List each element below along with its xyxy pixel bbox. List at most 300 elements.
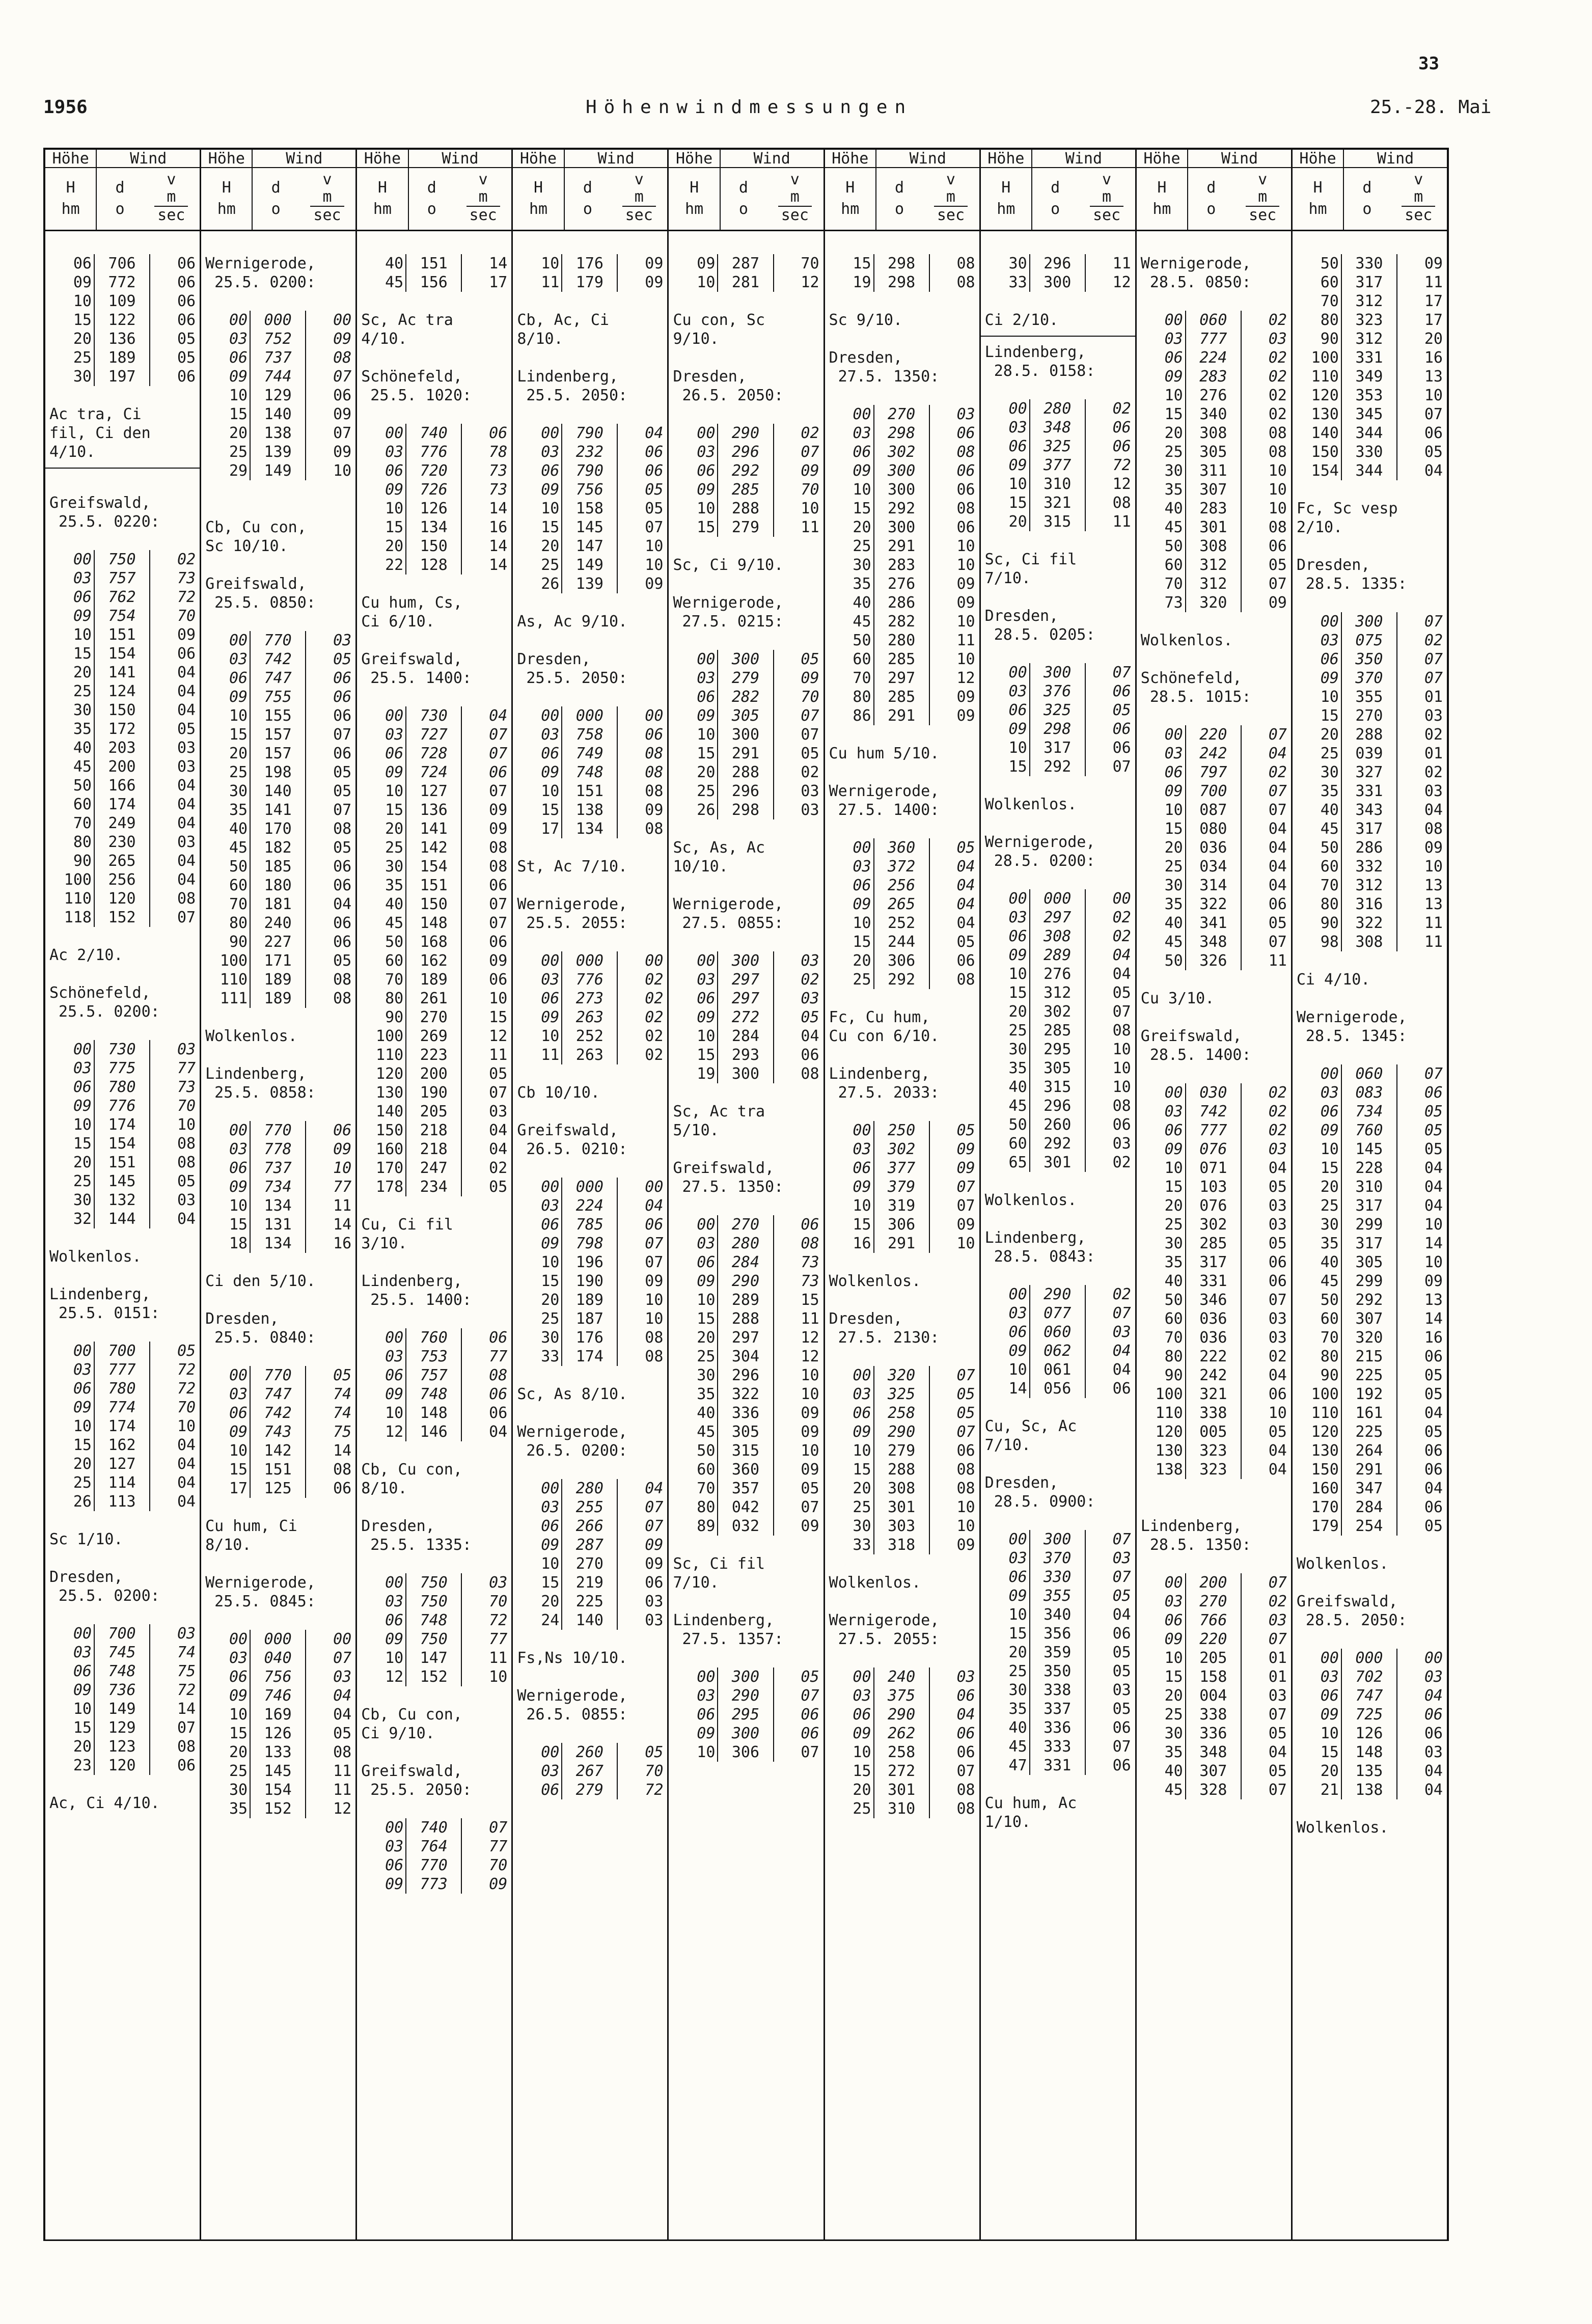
table-row <box>669 1234 823 1253</box>
spacer <box>669 933 823 951</box>
station-text: Dresden, <box>49 1568 123 1586</box>
spacer <box>513 348 667 367</box>
spacer <box>825 386 979 405</box>
height-cell: 06 <box>45 1379 95 1398</box>
station-text: Fc, Cu hum, <box>829 1008 930 1026</box>
direction-cell: 203 <box>95 739 150 757</box>
station-text: Greifswald, <box>361 1762 462 1780</box>
speed-cell: 17 <box>1424 292 1443 310</box>
station-text: Greifswald, <box>1140 1027 1242 1045</box>
direction-cell: 151 <box>562 782 618 801</box>
table-row <box>981 1360 1135 1379</box>
height-cell: 15 <box>513 1573 562 1592</box>
speed-cell: 06 <box>1112 1625 1131 1643</box>
height-cell: 50 <box>825 631 874 650</box>
m-label: m <box>478 188 488 206</box>
height-cell: 70 <box>201 895 251 914</box>
direction-cell: 000 <box>251 311 306 330</box>
station-text: 25.5. 0151: <box>49 1304 160 1322</box>
height-cell: 20 <box>1137 1686 1186 1705</box>
speed-cell: 02 <box>1112 927 1131 945</box>
station-text: 28.5. 2050: <box>1296 1611 1407 1629</box>
station-text: Ac tra, Ci <box>49 405 142 423</box>
wind-label: Wind <box>286 150 323 168</box>
height-cell: 10 <box>201 1196 251 1215</box>
spacer <box>981 776 1135 795</box>
direction-cell: 296 <box>1030 1097 1086 1115</box>
speed-cell: 09 <box>801 1423 819 1441</box>
table-column <box>513 150 669 2239</box>
station-text: Dresden, <box>673 368 747 386</box>
speed-cell: 77 <box>333 1178 352 1196</box>
speed-cell: 06 <box>489 763 508 781</box>
direction-cell: 303 <box>874 1517 930 1536</box>
direction-cell: 305 <box>718 1423 774 1441</box>
table-row <box>357 461 511 480</box>
table-row <box>1293 801 1447 819</box>
height-cell: 09 <box>981 720 1030 739</box>
speed-cell: 01 <box>1424 745 1443 762</box>
height-cell: 120 <box>1137 1423 1186 1441</box>
table-row <box>1137 876 1291 895</box>
speed-cell: 06 <box>801 1046 819 1064</box>
height-cell: 70 <box>357 970 406 989</box>
speed-cell: 08 <box>177 1135 196 1153</box>
spacer <box>981 292 1135 311</box>
table-row <box>825 1460 979 1479</box>
direction-cell: 263 <box>562 1046 618 1064</box>
height-cell: 50 <box>357 933 406 951</box>
station-text: Wolkenlos. <box>984 796 1077 813</box>
speed-cell: 09 <box>1268 594 1287 612</box>
spacer <box>669 1140 823 1159</box>
table-row <box>45 889 200 908</box>
table-row <box>825 1423 979 1441</box>
height-cell: 03 <box>357 1347 406 1366</box>
direction-cell: 331 <box>1342 348 1397 367</box>
v-label: v <box>634 171 644 188</box>
height-cell: 00 <box>513 951 562 970</box>
table-row <box>513 1573 667 1592</box>
height-cell: 06 <box>45 1078 95 1097</box>
direction-cell: 256 <box>95 870 150 889</box>
speed-cell: 00 <box>645 707 664 725</box>
speed-cell: 03 <box>956 405 975 423</box>
height-cell: 25 <box>825 1799 874 1818</box>
height-cell: 12 <box>357 1423 406 1441</box>
speed-cell: 09 <box>1424 255 1443 272</box>
speed-cell: 04 <box>1424 1687 1443 1705</box>
station-text: Wernigerode, <box>517 1687 628 1705</box>
speed-cell: 14 <box>489 537 508 555</box>
table-row <box>1293 688 1447 706</box>
table-row <box>1293 1064 1447 1083</box>
station-text: Wernigerode, <box>205 255 316 272</box>
table-row <box>1137 763 1291 782</box>
direction-cell: 132 <box>95 1191 150 1210</box>
direction-cell: 749 <box>562 744 618 763</box>
direction-cell: 187 <box>562 1309 618 1328</box>
speed-cell: 07 <box>956 1178 975 1196</box>
height-cell: 03 <box>513 725 562 744</box>
height-cell: 09 <box>201 1178 251 1196</box>
height-cell: 60 <box>825 650 874 669</box>
height-cell: 40 <box>1137 499 1186 518</box>
table-row <box>357 819 511 838</box>
direction-cell: 228 <box>1342 1159 1397 1178</box>
m-label: m <box>1102 188 1112 206</box>
direction-cell: 308 <box>1186 424 1242 443</box>
speed-cell: 04 <box>956 877 975 894</box>
direction-cell: 740 <box>406 1818 462 1837</box>
table-row <box>1137 1196 1291 1215</box>
height-cell: 06 <box>513 461 562 480</box>
direction-cell: 032 <box>718 1517 774 1536</box>
table-row <box>1137 1743 1291 1762</box>
height-cell: 20 <box>825 1479 874 1498</box>
table-row <box>357 1423 511 1441</box>
station-text: Ci 9/10. <box>361 1725 435 1742</box>
column-header <box>669 150 823 231</box>
height-cell: 35 <box>357 876 406 895</box>
table-row <box>513 1178 667 1196</box>
hoehe-label: Höhe <box>45 150 97 167</box>
station-text: 27.5. 2033: <box>829 1084 940 1102</box>
station-text: 25.5. 0200: <box>49 1003 160 1021</box>
speed-cell: 70 <box>489 1856 508 1874</box>
speed-cell: 08 <box>801 1235 819 1252</box>
direction-cell: 290 <box>718 1272 774 1291</box>
direction-cell: 158 <box>562 499 618 518</box>
height-cell: 03 <box>357 725 406 744</box>
height-cell: 00 <box>1293 612 1342 631</box>
speed-cell: 10 <box>956 650 975 668</box>
height-cell: 15 <box>357 518 406 537</box>
table-row <box>201 405 355 424</box>
direction-cell: 736 <box>95 1681 150 1700</box>
speed-cell: 04 <box>177 871 196 889</box>
height-cell: 06 <box>357 461 406 480</box>
height-cell: 45 <box>201 838 251 857</box>
speed-cell: 09 <box>956 575 975 593</box>
direction-cell: 325 <box>1030 437 1086 456</box>
sec-label: sec <box>466 206 500 224</box>
height-cell: 90 <box>357 1008 406 1027</box>
station-text: 25.5. 0200: <box>205 274 316 291</box>
height-cell: 89 <box>669 1517 718 1536</box>
spacer <box>981 1455 1135 1473</box>
speed-cell: 04 <box>956 1706 975 1724</box>
height-cell: 110 <box>1137 1404 1186 1423</box>
station-text: 28.5. 0205: <box>984 626 1095 644</box>
table-row <box>669 1705 823 1724</box>
direction-cell: 288 <box>718 763 774 782</box>
direction-cell: 242 <box>1186 744 1242 763</box>
direction-cell: 359 <box>1030 1643 1086 1662</box>
speed-cell: 04 <box>1424 1197 1443 1215</box>
direction-cell: 284 <box>718 1253 774 1272</box>
speed-cell: 07 <box>645 518 664 536</box>
height-cell: 18 <box>201 1234 251 1253</box>
speed-cell: 06 <box>1424 1461 1443 1479</box>
speed-cell: 07 <box>801 1498 819 1516</box>
spacer <box>669 1592 823 1611</box>
speed-cell: 01 <box>1268 1649 1287 1667</box>
direction-cell: 288 <box>718 499 774 518</box>
speed-cell: 07 <box>1112 1530 1131 1548</box>
speed-cell: 08 <box>1268 518 1287 536</box>
spacer <box>981 1266 1135 1285</box>
speed-cell: 00 <box>645 1178 664 1196</box>
speed-cell: 06 <box>1112 1380 1131 1398</box>
direction-cell: 196 <box>562 1253 618 1272</box>
height-cell: 20 <box>1137 424 1186 443</box>
direction-cell: 151 <box>406 254 462 273</box>
table-row <box>1293 405 1447 424</box>
table-row <box>825 933 979 951</box>
spacer <box>201 612 355 631</box>
speed-cell: 10 <box>645 556 664 574</box>
table-row <box>357 1102 511 1121</box>
direction-cell: 004 <box>1186 1686 1242 1705</box>
speed-cell: 11 <box>1112 255 1131 272</box>
height-cell: 20 <box>513 1291 562 1309</box>
direction-cell: 292 <box>1030 1134 1086 1153</box>
direction-cell: 297 <box>718 970 774 989</box>
speed-cell: 02 <box>645 971 664 989</box>
table-row <box>201 330 355 348</box>
table-row <box>669 461 823 480</box>
direction-cell: 360 <box>874 838 930 857</box>
direction-cell: 301 <box>1186 518 1242 537</box>
speed-cell: 15 <box>801 1291 819 1309</box>
height-cell: 06 <box>45 588 95 607</box>
table-row <box>1137 1347 1291 1366</box>
speed-cell: 09 <box>489 820 508 838</box>
hoehe-label: Höhe <box>201 150 253 167</box>
speed-cell: 01 <box>1268 1668 1287 1686</box>
direction-cell: 310 <box>1342 1178 1397 1196</box>
deg-label: o <box>1362 200 1372 218</box>
height-cell: 160 <box>1293 1479 1342 1498</box>
height-cell: 20 <box>1137 1196 1186 1215</box>
station-text: Greifswald, <box>517 1122 619 1139</box>
station-text: Lindenberg, <box>673 1611 775 1629</box>
table-row <box>45 1681 200 1700</box>
direction-cell: 295 <box>718 1705 774 1724</box>
spacer <box>513 593 667 612</box>
height-cell: 10 <box>669 725 718 744</box>
v-label: v <box>1414 171 1423 188</box>
table-row <box>1137 1592 1291 1611</box>
direction-cell: 776 <box>406 443 462 461</box>
height-cell: 60 <box>669 1460 718 1479</box>
speed-cell: 04 <box>489 707 508 725</box>
speed-cell: 02 <box>1268 763 1287 781</box>
table-row <box>1293 1404 1447 1423</box>
table-row <box>201 1441 355 1460</box>
table-row <box>825 443 979 461</box>
speed-cell: 74 <box>333 1385 352 1403</box>
speed-cell: 05 <box>801 650 819 668</box>
direction-cell: 327 <box>1342 763 1397 782</box>
speed-cell: 10 <box>1268 462 1287 480</box>
height-cell: 09 <box>513 1234 562 1253</box>
height-cell: 98 <box>1293 933 1342 951</box>
height-cell: 09 <box>1293 1705 1342 1724</box>
spacer <box>1293 1573 1447 1592</box>
height-cell: 09 <box>357 1385 406 1404</box>
column-body <box>1293 231 1447 1837</box>
height-cell: 06 <box>357 1611 406 1630</box>
table-row <box>1293 819 1447 838</box>
table-row <box>669 1667 823 1686</box>
height-cell: 10 <box>825 480 874 499</box>
direction-cell: 336 <box>1030 1718 1086 1737</box>
speed-cell: 09 <box>489 1875 508 1893</box>
speed-cell: 05 <box>333 782 352 800</box>
station-text: Sc, Ci 9/10. <box>673 556 784 574</box>
hm-label: hm <box>217 200 236 218</box>
direction-cell: 302 <box>1030 1002 1086 1021</box>
table-row <box>357 876 511 895</box>
height-cell: 70 <box>1137 1328 1186 1347</box>
speed-cell: 05 <box>333 839 352 857</box>
speed-cell: 03 <box>1112 1681 1131 1699</box>
direction-cell: 304 <box>718 1347 774 1366</box>
h-label: H <box>222 179 231 197</box>
table-row <box>669 424 823 443</box>
station-text: 26.5. 0210: <box>517 1140 628 1158</box>
speed-cell: 02 <box>645 1046 664 1064</box>
speed-cell: 06 <box>333 669 352 687</box>
height-cell: 00 <box>825 405 874 424</box>
table-row <box>981 983 1135 1002</box>
spacer <box>825 725 979 744</box>
direction-cell: 338 <box>1186 1404 1242 1423</box>
table-row <box>357 1856 511 1875</box>
table-row <box>201 650 355 669</box>
spacer <box>669 631 823 650</box>
speed-cell: 16 <box>1424 349 1443 367</box>
table-row <box>513 499 667 518</box>
height-cell: 111 <box>201 989 251 1008</box>
spacer <box>825 1554 979 1573</box>
height-cell: 170 <box>1293 1498 1342 1517</box>
table-row <box>45 1624 200 1643</box>
direction-cell: 189 <box>406 970 462 989</box>
table-row <box>981 701 1135 720</box>
speed-cell: 04 <box>489 1140 508 1158</box>
table-row <box>825 612 979 631</box>
height-cell: 06 <box>825 443 874 461</box>
table-row <box>201 1196 355 1215</box>
direction-cell: 189 <box>251 970 306 989</box>
speed-cell: 06 <box>956 462 975 480</box>
direction-cell: 312 <box>1030 983 1086 1002</box>
height-cell: 10 <box>981 1605 1030 1624</box>
speed-cell: 06 <box>1424 1084 1443 1102</box>
table-row <box>669 782 823 801</box>
speed-cell: 16 <box>489 518 508 536</box>
height-cell: 10 <box>357 782 406 801</box>
table-row <box>45 795 200 814</box>
height-cell: 03 <box>981 682 1030 701</box>
table-row <box>669 763 823 782</box>
height-cell: 80 <box>1293 895 1342 914</box>
speed-cell: 02 <box>645 1027 664 1045</box>
table-row <box>1137 1649 1291 1667</box>
direction-cell: 300 <box>718 650 774 669</box>
table-row <box>201 1215 355 1234</box>
direction-cell: 288 <box>874 1460 930 1479</box>
speed-cell: 08 <box>1112 1097 1131 1115</box>
direction-cell: 138 <box>251 424 306 443</box>
table-row <box>513 1611 667 1630</box>
spacer <box>513 1724 667 1743</box>
spacer <box>981 644 1135 663</box>
speed-cell: 08 <box>489 1366 508 1384</box>
direction-cell: 725 <box>1342 1705 1397 1724</box>
table-row <box>513 1234 667 1253</box>
table-row <box>1293 631 1447 650</box>
height-cell: 65 <box>981 1153 1030 1172</box>
speed-cell: 06 <box>801 1216 819 1234</box>
table-row <box>1293 1196 1447 1215</box>
station-text: Cb, Cu con, <box>361 1706 462 1724</box>
direction-cell: 155 <box>251 706 306 725</box>
divider <box>981 336 1135 337</box>
station-text: 7/10. <box>673 1574 719 1592</box>
height-cell: 24 <box>513 1611 562 1630</box>
station-text: 25.5. 0850: <box>205 594 316 612</box>
height-cell: 06 <box>669 688 718 706</box>
speed-cell: 00 <box>1112 890 1131 908</box>
height-cell: 06 <box>669 1253 718 1272</box>
height-cell: 00 <box>513 1479 562 1498</box>
direction-cell: 000 <box>562 951 618 970</box>
height-cell: 60 <box>1293 857 1342 876</box>
station-text: Wernigerode, <box>673 594 784 612</box>
height-cell: 09 <box>825 895 874 914</box>
direction-cell: 281 <box>718 273 774 292</box>
direction-cell: 158 <box>1186 1667 1242 1686</box>
speed-cell: 05 <box>333 763 352 781</box>
height-cell: 70 <box>1137 575 1186 593</box>
height-cell: 10 <box>1293 688 1342 706</box>
height-cell: 40 <box>45 739 95 757</box>
table-row <box>669 1460 823 1479</box>
station-text: Schönefeld, <box>361 368 462 386</box>
speed-cell: 05 <box>177 1172 196 1190</box>
station-text: Sc, As 8/10. <box>517 1385 628 1403</box>
direction-cell: 220 <box>1186 1630 1242 1649</box>
speed-cell: 07 <box>177 1719 196 1737</box>
direction-cell: 343 <box>1342 801 1397 819</box>
speed-cell: 07 <box>1424 650 1443 668</box>
table-row <box>201 1460 355 1479</box>
height-cell: 10 <box>45 1115 95 1134</box>
table-row <box>981 1549 1135 1568</box>
height-cell: 50 <box>1293 254 1342 273</box>
height-cell: 30 <box>1293 763 1342 782</box>
speed-cell: 07 <box>801 1687 819 1705</box>
direction-cell: 279 <box>718 669 774 688</box>
direction-cell: 030 <box>1186 1083 1242 1102</box>
direction-cell: 348 <box>1030 418 1086 437</box>
direction-cell: 750 <box>406 1573 462 1592</box>
table-row <box>981 1379 1135 1398</box>
